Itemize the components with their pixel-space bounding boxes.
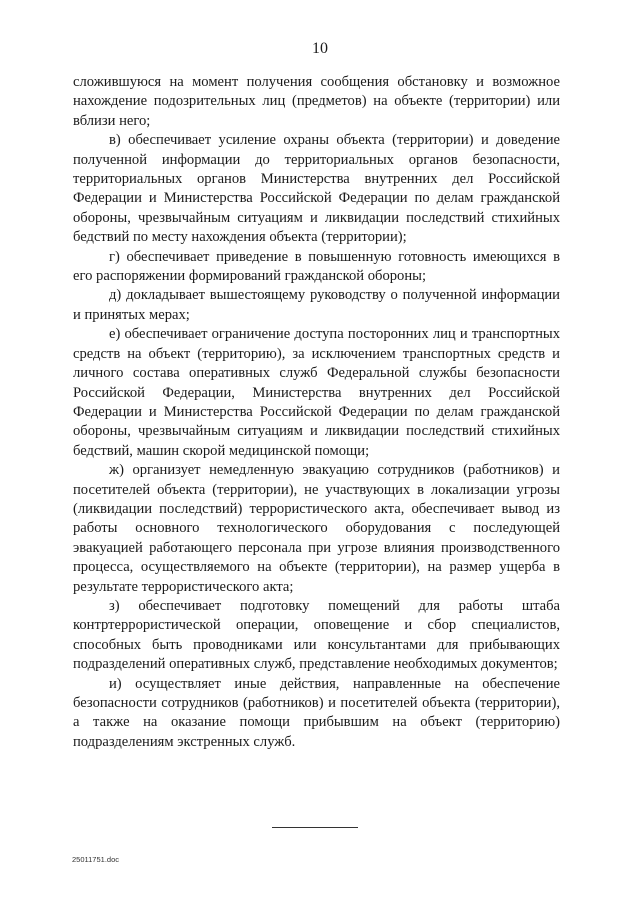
paragraph-item-e: е) обеспечивает ограничение доступа посторонних лиц и транспортных средств на объект (территорию), за исключением транспортных средств и личного состава оперативных служб Федеральной службы безопасности Российской Федерации, Министерства внутренних дел Российской Федерации и Министерства Российской Федерации по делам гражданской обороны, чрезвычайным ситуациям и ликвидации последствий стихийных бедствий, машин скорой медицинской помощи; bbox=[73, 326, 560, 459]
footer-filename: 25011751.doc bbox=[72, 855, 119, 864]
paragraph-item-g: г) обеспечивает приведение в повышенную готовность имеющихся в его распоряжении формирований гражданской обороны; bbox=[73, 248, 560, 285]
paragraph-item-zh: ж) организует немедленную эвакуацию сотрудников (работников) и посетителей объекта (территории), не участвующих в локализации угрозы (ликвидации последствий) террористического акта, обеспечивает вывод из работы основного технологического оборудования с последующей эвакуацией работающего персонала при угрозе влияния производственного процесса, осуществляемого на объекте (территории), на размер ущерба в результате террористического акта; bbox=[73, 462, 560, 595]
end-of-document-line bbox=[272, 827, 358, 828]
paragraph-item-v: в) обеспечивает усиление охраны объекта (территории) и доведение полученной информации до территориальных органов безопасности, территориальных органов Министерства внутренних дел Российской Федерации и Министерства Российской Федерации по делам гражданской обороны, чрезвычайным ситуациям и ликвидации последствий стихийных бедствий по месту нахождения объекта (территории); bbox=[73, 132, 560, 246]
paragraph-item-d: д) докладывает вышестоящему руководству о полученной информации и принятых мерах; bbox=[73, 287, 560, 323]
paragraph-continuation: сложившуюся на момент получения сообщения обстановку и возможное нахождение подозрительных лиц (предметов) на объекте (территории) или вблизи него; bbox=[73, 74, 560, 129]
paragraph-item-z: з) обеспечивает подготовку помещений для работы штаба контртеррористической операции, оповещение и сбор специалистов, способных быть проводниками или консультантами для прибывающих подразделений оперативных служб, представление необходимых документов; bbox=[73, 597, 560, 673]
paragraph-item-i: и) осуществляет иные действия, направленные на обеспечение безопасности сотрудников (работников) и посетителей объекта (территории), а также на оказание помощи прибывшим на объект (территорию) подразделениям экстренных служб. bbox=[73, 675, 560, 750]
page-number: 10 bbox=[312, 40, 328, 57]
document-body bbox=[73, 73, 560, 752]
